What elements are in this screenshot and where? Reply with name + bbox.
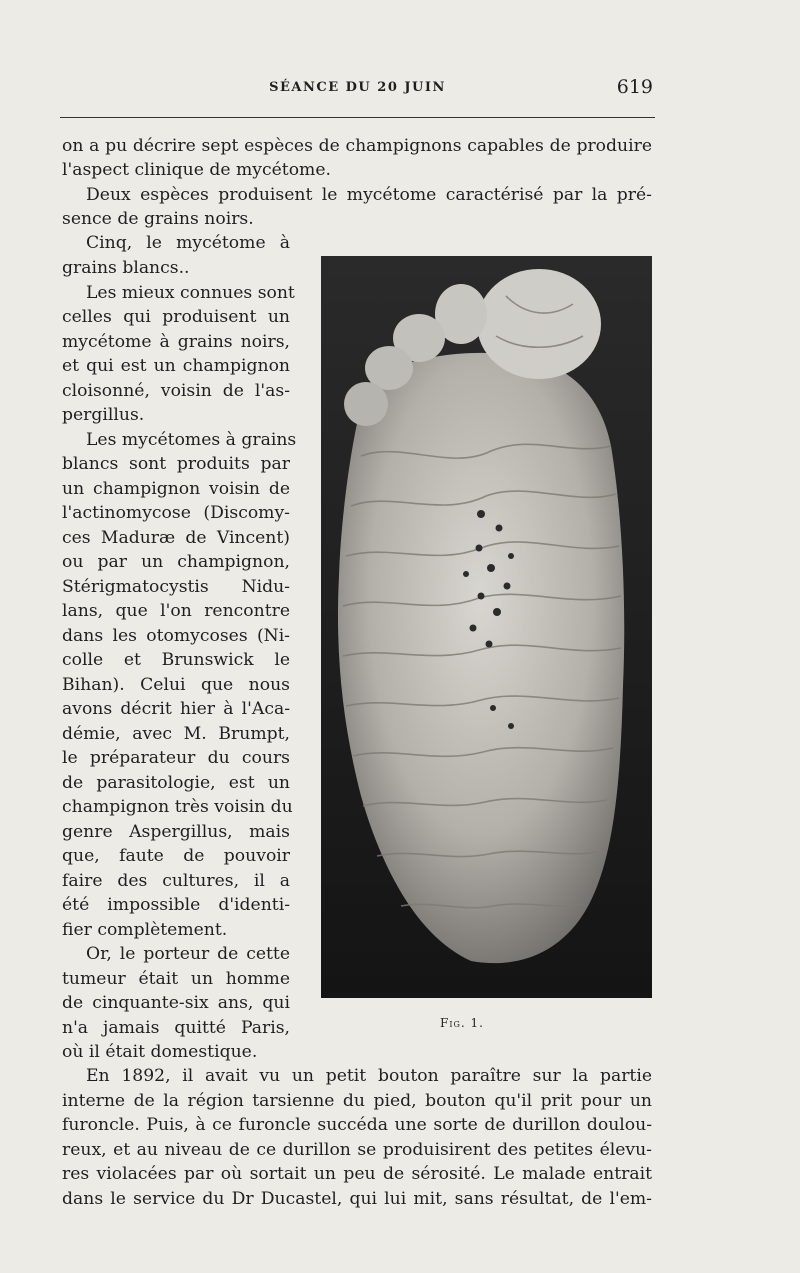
body-line-29: genre Aspergillus, mais xyxy=(62,822,290,842)
body-line-1: on a pu décrire sept espèces de champignons capables de produire xyxy=(62,136,652,156)
running-head xyxy=(60,76,655,102)
figure-caption: Fig. 1. xyxy=(440,1016,484,1030)
body-line-38: où il était domestique. xyxy=(62,1042,258,1062)
body-line-27: de parasitologie, est un xyxy=(62,773,290,793)
figure-foot-photo xyxy=(321,256,652,998)
body-line-7: Les mieux connues sont xyxy=(86,283,295,303)
body-line-21: dans les otomycoses (Ni- xyxy=(62,626,290,646)
body-line-37: n'a jamais quitté Paris, xyxy=(62,1018,290,1038)
body-line-26: le préparateur du cours xyxy=(62,748,290,768)
big-toe xyxy=(477,269,601,379)
body-line-15: un champignon voisin de xyxy=(62,479,290,499)
body-line-43: res violacées par où sortait un peu de sérosité. Le malade entrait xyxy=(62,1164,652,1184)
body-line-34: Or, le porteur de cette xyxy=(86,944,290,964)
body-line-20: lans, que l'on rencontre xyxy=(62,601,290,621)
body-line-44: dans le service du Dr Ducastel, qui lui mit, sans résultat, de l'em- xyxy=(62,1189,652,1209)
body-line-16: l'actinomycose (Discomy- xyxy=(62,503,290,523)
body-line-23: Bihan). Celui que nous xyxy=(62,675,290,695)
header-rule xyxy=(60,117,655,118)
body-line-31: faire des cultures, il a xyxy=(62,871,290,891)
body-line-28: champignon très voisin du xyxy=(62,797,293,817)
body-line-4: sence de grains noirs. xyxy=(62,209,254,229)
body-line-36: de cinquante-six ans, qui xyxy=(62,993,290,1013)
body-line-14: blancs sont produits par xyxy=(62,454,290,474)
body-line-13: Les mycétomes à grains xyxy=(86,430,297,450)
body-line-6: grains blancs.. xyxy=(62,258,190,278)
body-line-42: reux, et au niveau de ce durillon se produisirent des petites élevu- xyxy=(62,1140,652,1160)
body-line-11: cloisonné, voisin de l'as- xyxy=(62,381,290,401)
body-line-8: celles qui produisent un xyxy=(62,307,290,327)
body-line-32: été impossible d'identi- xyxy=(62,895,290,915)
body-line-19: Stérigmatocystis Nidu- xyxy=(62,577,290,597)
toe-5 xyxy=(344,382,388,426)
body-line-2: l'aspect clinique de mycétome. xyxy=(62,160,331,180)
foot-sole-illustration xyxy=(321,256,652,998)
body-line-22: colle et Brunswick le xyxy=(62,650,290,670)
page-number: 619 xyxy=(616,76,653,98)
running-title: SÉANCE DU 20 JUIN xyxy=(269,80,446,95)
body-line-35: tumeur était un homme xyxy=(62,969,290,989)
body-line-30: que, faute de pouvoir xyxy=(62,846,290,866)
body-line-9: mycétome à grains noirs, xyxy=(62,332,290,352)
body-line-12: pergillus. xyxy=(62,405,145,425)
body-line-17: ces Maduræ de Vincent) xyxy=(62,528,290,548)
body-line-18: ou par un champignon, xyxy=(62,552,290,572)
body-line-10: et qui est un champignon xyxy=(62,356,290,376)
body-line-40: interne de la région tarsienne du pied, bouton qu'il prit pour un xyxy=(62,1091,652,1111)
body-line-41: furoncle. Puis, à ce furoncle succéda une sorte de durillon doulou- xyxy=(62,1115,652,1135)
body-line-3: Deux espèces produisent le mycétome caractérisé par la pré- xyxy=(86,185,652,205)
body-line-33: fier complètement. xyxy=(62,920,228,940)
body-line-25: démie, avec M. Brumpt, xyxy=(62,724,290,744)
body-line-39: En 1892, il avait vu un petit bouton paraître sur la partie xyxy=(86,1066,652,1086)
body-line-5: Cinq, le mycétome à xyxy=(86,233,290,253)
body-line-24: avons décrit hier à l'Aca- xyxy=(62,699,290,719)
